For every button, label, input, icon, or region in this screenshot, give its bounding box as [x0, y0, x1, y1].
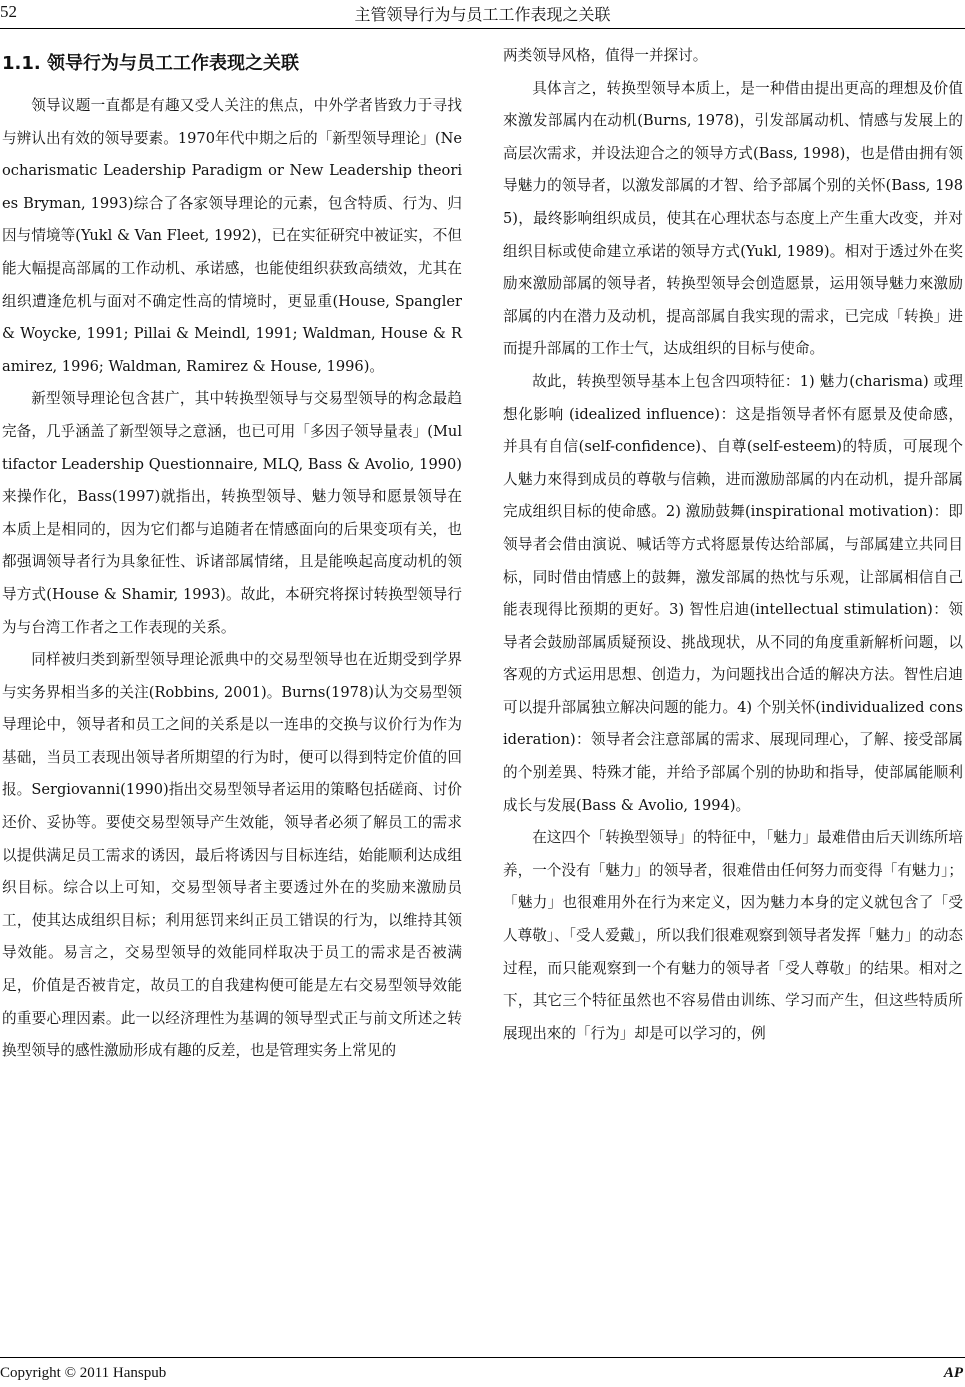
body-paragraph: 领导议题一直都是有趣又受人关注的焦点，中外学者皆致力于寻找与辨认出有效的领导要素。1970年代中期之后的「新型领导理论」(Neocharismatic Leadership Paradigm or New Leadership theories Bryman, 1993)综合了各家领导理论的元素，包含特质、行为、归因与情境等(Yukl & Van Fleet, 1992)，已在实征研究中被证实，不但能大幅提高部属的工作动机、承诺感，也能使组织获致高绩效，尤其在组织遭逢危机与面对不确定性高的情境时，更显重(House, Spangler & Woycke, 1991; Pillai & Meindl, 1991; Waldman, House & Ramirez, 1996; Waldman, Ramirez & House, 1996)。 — [2, 97, 462, 375]
section-heading: 1.1. 领导行为与员工工作表现之关联 — [2, 53, 299, 74]
page-footer — [0, 1357, 965, 1387]
running-title: 主管领导行为与员工工作表现之关联 — [354, 5, 611, 24]
left-column — [2, 40, 462, 1068]
body-paragraph: 同样被归类到新型领导理论派典中的交易型领导也在近期受到学界与实务界相当多的关注(Robbins, 2001)。Burns(1978)认为交易型领导理论中，领导者和员工之间的关系是以一连串的交换与议价行为作为基础，当员工表现出领导者所期望的行为时，便可以得到特定价值的回报。Sergiovanni(1990)指出交易型领导者运用的策略包括磋商、讨价还价、妥协等。要使交易型领导产生效能，领导者必须了解员工的需求以提供满足员工需求的诱因，最后将诱因与目标连结，始能顺利达成组织目标。综合以上可知，交易型领导者主要透过外在的奖励来激励员工，使其达成组织目标；利用惩罚来纠正员工错误的行为，以维持其领导效能。易言之，交易型领导的效能同样取决于员工的需求是否被满足，价值是否被肯定，故员工的自我建构便可能是左右交易型领导效能的重要心理因素。此一以经济理性为基调的领导型式正与前文所述之转换型领导的感性激励形成有趣的反差，也是管理实务上常见的 — [2, 651, 462, 1060]
page-number: 52 — [0, 2, 17, 21]
right-column — [503, 40, 963, 1050]
journal-code: AP — [943, 1365, 963, 1381]
body-paragraph: 具体言之，转换型领导本质上，是一种借由提出更高的理想及价值來激发部属内在动机(Burns, 1978)，引发部属动机、情感与发展上的高层次需求，并设法迎合之的领导方式(Bass, 1998)，也是借由拥有领导魅力的领导者，以激发部属的才智、给予部属个别的关怀(Bass, 1985)，最终影响组织成员，使其在心理状态与态度上产生重大改变，并对组织目标或使命建立承诺的领导方式(Yukl, 1989)。相对于透过外在奖励來激励部属的领导者，转换型领导会创造愿景，运用领导魅力來激励部属的内在潜力及动机，提高部属自我实现的需求，已完成「转换」进而提升部属的工作士气，达成组织的目标与使命。 — [503, 79, 963, 358]
body-paragraph: 在这四个「转换型领导」的特征中，「魅力」最难借由后天训练所培养，一个没有「魅力」的领导者，很难借由任何努力而变得「有魅力」；「魅力」也很难用外在行为来定义，因为魅力本身的定义就包含了「受人尊敬」、「受人爱戴」，所以我们很难观察到领导者发挥「魅力」的动态过程，而只能观察到一个有魅力的领导者「受人尊敬」的结果。相对之下，其它三个特征虽然也不容易借由训练、学习而产生，但这些特质所展现出來的「行为」却是可以学习的，例 — [503, 829, 963, 1042]
continued-paragraph: 两类领导风格，值得一并探讨。 — [503, 47, 708, 64]
body-paragraph: 故此，转换型领导基本上包含四项特征：1) 魅力(charisma) 或理想化影响 (idealized influence)：这是指领导者怀有愿景及使命感，并具有自信(self-confidence)、自尊(self-esteem)的特质，可展现个人魅力來得到成员的尊敬与信赖，进而激励部属的内在动机，提升部属完成组织目标的使命感。2) 激励鼓舞(inspirational motivation)：即领导者会借由演说、喊话等方式将愿景传达给部属，与部属建立共同目标，同时借由情感上的鼓舞，激发部属的热忱与乐观，让部属相信自己能表现得比预期的更好。3) 智性启迪(intellectual stimulation)：领导者会鼓励部属质疑预设、挑战现状，从不同的角度重新解析问题，以客观的方式运用思想、创造力，为问题找出合适的解决方法。智性启迪可以提升部属独立解决问题的能力。4) 个别关怀(individualized consideration)：领导者会注意部属的需求、展现同理心，了解、接受部属的个别差異、特殊才能，并给予部属个别的协助和指导，使部属能顺利成长与发展(Bass & Avolio, 1994)。 — [503, 372, 963, 814]
copyright-notice: Copyright © 2011 Hanspub — [0, 1365, 167, 1381]
body-paragraph: 新型领导理论包含甚广，其中转换型领导与交易型领导的构念最趋完备，几乎涵盖了新型领导之意涵，也已可用「多因子领导量表」(Multifactor Leadership Questionnaire, MLQ, Bass & Avolio, 1990)来操作化，Bass(1997)就指出，转换型领导、魅力领导和愿景领导在本质上是相同的，因为它们都与追随者在情感面向的后果变项有关，也都强调领导者行为具象征性、诉诸部属情绪，且是能唤起高度动机的领导方式(House & Shamir, 1993)。故此，本研究将探讨转换型领导行为与台湾工作者之工作表现的关系。 — [2, 390, 462, 636]
page-header — [0, 0, 965, 29]
